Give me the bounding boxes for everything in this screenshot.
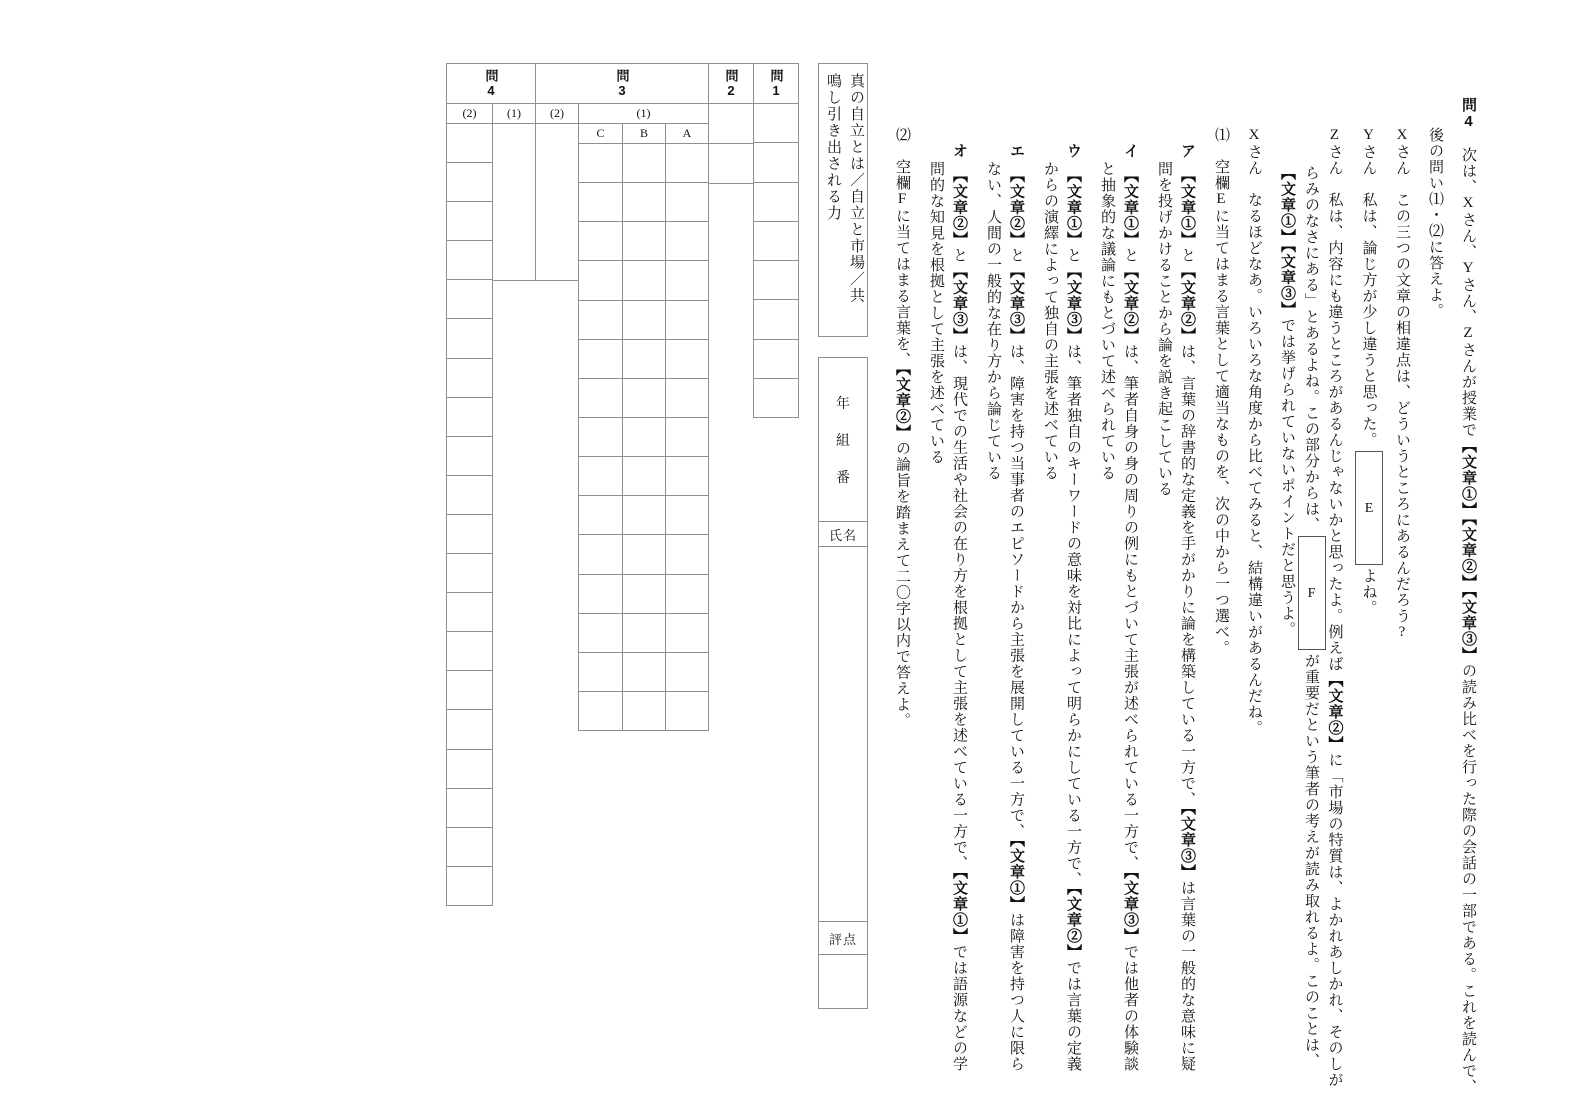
answer-cell	[622, 339, 666, 379]
question-line: Yさん 私は、論じ方が少し違うと思った。 E よね。	[1357, 97, 1381, 1109]
answer-cell	[446, 475, 493, 515]
answer-cell	[446, 592, 493, 632]
q1-answer-cells	[753, 103, 799, 418]
question-line: Xさん この三つの文章の相違点は、どういうところにあるんだろう?	[1394, 127, 1410, 641]
answer-cell	[578, 378, 623, 418]
answer-cell	[665, 260, 709, 300]
answer-cell	[446, 553, 493, 593]
q4-sub1-answer-cell	[492, 123, 536, 281]
name-score-box	[818, 357, 868, 1009]
answer-cell	[622, 574, 666, 614]
question-line: Xさん なるほどなあ。いろいろな角度から比べてみると、結構違いがあるんだね。	[1246, 127, 1262, 736]
answer-cell	[578, 143, 623, 183]
answer-cell	[665, 417, 709, 457]
question-line: ⑵ 空欄Fに当てはまる言葉を、【文章②】の論旨を踏まえて二〇字以内で答えよ。	[894, 127, 911, 729]
blank-box-E: E	[1355, 451, 1383, 565]
q3-col-c-label: C	[578, 123, 623, 144]
question-line: ウ 【文章①】と【文章③】は、筆者独自のキーワードの意味を対比によって明らかにしている一方で、【文章②】では言葉の定義	[1065, 143, 1082, 1072]
answer-cell	[753, 182, 799, 222]
answer-cell	[753, 221, 799, 261]
answer-cell	[665, 652, 709, 692]
number-label: 番	[836, 470, 850, 486]
answer-cell	[446, 436, 493, 476]
q2-header: 問2	[708, 63, 754, 104]
answer-cell	[446, 201, 493, 241]
question-line: と抽象的な議論にもとづいて述べられている	[1099, 161, 1115, 481]
question-line: Zさん 私は、内容にも違うところがあるんじゃないかと思ったよ。例えば【文章②】に「市場の特質は、よかれあしかれ、そのしが	[1326, 127, 1344, 1088]
answer-cell	[446, 709, 493, 749]
answer-cell	[622, 221, 666, 261]
q3-col-a-label: A	[665, 123, 709, 144]
answer-cell	[753, 103, 799, 143]
question-line: 問的な知見を根拠として主張を述べている	[928, 161, 944, 465]
question-line: からの演繹によって独自の主張を述べている	[1042, 161, 1058, 481]
q4-sub2-label: (2)	[446, 103, 493, 124]
question-line: 問を投げかけることから論を説き起こしている	[1156, 161, 1172, 497]
answer-cell	[622, 456, 666, 496]
answer-cell	[665, 456, 709, 496]
answer-cell	[578, 182, 623, 222]
question-line: ⑴ 空欄Eに当てはまる言葉として適当なものを、次の中から一つ選べ。	[1213, 127, 1229, 656]
answer-cell	[578, 339, 623, 379]
answer-cell	[622, 300, 666, 340]
year-label: 年	[836, 396, 850, 412]
answer-cell	[753, 260, 799, 300]
question-line: オ 【文章②】と【文章③】は、現代での生活や社会の在り方を根拠として主張を述べている一方で、【文章①】では語源などの学	[951, 143, 968, 1072]
answer-cell	[446, 123, 493, 163]
class-label: 組	[836, 433, 850, 449]
answer-cell	[578, 417, 623, 457]
q2-answer-cells	[708, 103, 754, 184]
answer-cell	[753, 339, 799, 379]
q3-header: 問3	[535, 63, 709, 104]
answer-cell	[578, 652, 623, 692]
score-blank-area	[819, 955, 867, 1010]
answer-cell	[665, 495, 709, 535]
answer-cell	[578, 691, 623, 731]
q3-col-c-answer-cells	[578, 143, 623, 731]
answer-cell	[446, 162, 493, 202]
answer-cell	[446, 866, 493, 906]
answer-cell	[665, 339, 709, 379]
answer-cell	[708, 103, 754, 144]
passage-titles-box	[818, 63, 868, 337]
answer-cell	[578, 260, 623, 300]
q4-sub2-answer-cells	[446, 123, 493, 906]
question-line: ない、人間の一般的な在り方から論じている	[985, 161, 1001, 481]
answer-cell	[578, 534, 623, 574]
answer-table	[446, 63, 799, 906]
answer-cell	[708, 143, 754, 184]
answer-cell	[622, 495, 666, 535]
q3-sub2-label: (2)	[535, 103, 579, 124]
answer-cell	[665, 143, 709, 183]
q3-col-a-answer-cells	[665, 143, 709, 731]
year-class-number-section	[819, 358, 867, 521]
q3-col-b-answer-cells	[622, 143, 666, 731]
answer-cell	[578, 613, 623, 653]
answer-cell	[622, 378, 666, 418]
answer-cell	[578, 300, 623, 340]
answer-cell	[622, 143, 666, 183]
question-line: イ 【文章①】と【文章②】は、筆者自身の身の周りの例にもとづいて主張が述べられている一方で、【文章③】では他者の体験談	[1122, 143, 1139, 1072]
q3-col-b-label: B	[622, 123, 666, 144]
answer-cell	[446, 240, 493, 280]
answer-cell	[622, 691, 666, 731]
answer-cell	[446, 279, 493, 319]
q3-sub1-label: (1)	[578, 103, 709, 124]
question-line: ア 【文章①】と【文章②】は、言葉の辞書的な定義を手がかりに論を構築している一方で、【文章③】は言葉の一般的な意味に疑	[1179, 143, 1196, 1072]
name-blank-area	[819, 547, 867, 921]
question-line: エ 【文章②】と【文章③】は、障害を持つ当事者のエピソードから主張を展開している一方で、【文章①】は障害を持つ人に限ら	[1008, 143, 1025, 1072]
answer-cell	[753, 142, 799, 182]
answer-cell	[665, 378, 709, 418]
question-line: 【文章①】【文章③】では挙げられていないポイントだと思うよ。	[1279, 165, 1296, 638]
answer-cell	[446, 358, 493, 398]
answer-cell	[665, 221, 709, 261]
answer-cell	[665, 574, 709, 614]
q1-header: 問1	[753, 63, 799, 104]
answer-cell	[622, 652, 666, 692]
answer-cell	[446, 397, 493, 437]
answer-cell	[578, 221, 623, 261]
answer-cell	[622, 260, 666, 300]
question-text	[890, 97, 1480, 1109]
answer-cell	[665, 300, 709, 340]
q4-header: 問4	[446, 63, 536, 104]
answer-cell	[446, 670, 493, 710]
q4-sub1-label: (1)	[492, 103, 536, 124]
question-line: らみのなさにある」とあるよね。この部分からは、 F が重要だという筆者の考えが読み取れるよ。このことは、	[1299, 97, 1323, 1109]
answer-cell	[446, 788, 493, 828]
answer-cell	[446, 827, 493, 867]
passage-titles-line2: 鳴し引き出される力	[825, 73, 841, 222]
answer-cell	[622, 182, 666, 222]
answer-cell	[578, 456, 623, 496]
name-label: 氏名	[819, 521, 867, 547]
answer-cell	[446, 749, 493, 789]
answer-cell	[622, 534, 666, 574]
answer-cell	[622, 417, 666, 457]
question-line: 問4 次は、Xさん、Yさん、Zさんが授業で【文章①】【文章②】【文章③】の読み比べを行った際の会話の一部である。これを読んで、	[1460, 97, 1477, 1095]
answer-cell	[753, 378, 799, 418]
answer-cell	[665, 613, 709, 653]
answer-cell	[665, 534, 709, 574]
question-line: 後の問い⑴・⑵に答えよ。	[1427, 127, 1443, 319]
q3-sub2-answer-cell	[535, 123, 579, 281]
score-label: 評点	[819, 921, 867, 955]
answer-cell	[753, 299, 799, 339]
answer-cell	[665, 182, 709, 222]
answer-cell	[578, 574, 623, 614]
answer-cell	[446, 631, 493, 671]
answer-cell	[446, 514, 493, 554]
answer-cell	[665, 691, 709, 731]
passage-titles-line1: 真の自立とは／自立と市場／共	[848, 73, 864, 304]
answer-cell	[446, 318, 493, 358]
answer-cell	[578, 495, 623, 535]
blank-box-F: F	[1298, 536, 1326, 650]
answer-cell	[622, 613, 666, 653]
